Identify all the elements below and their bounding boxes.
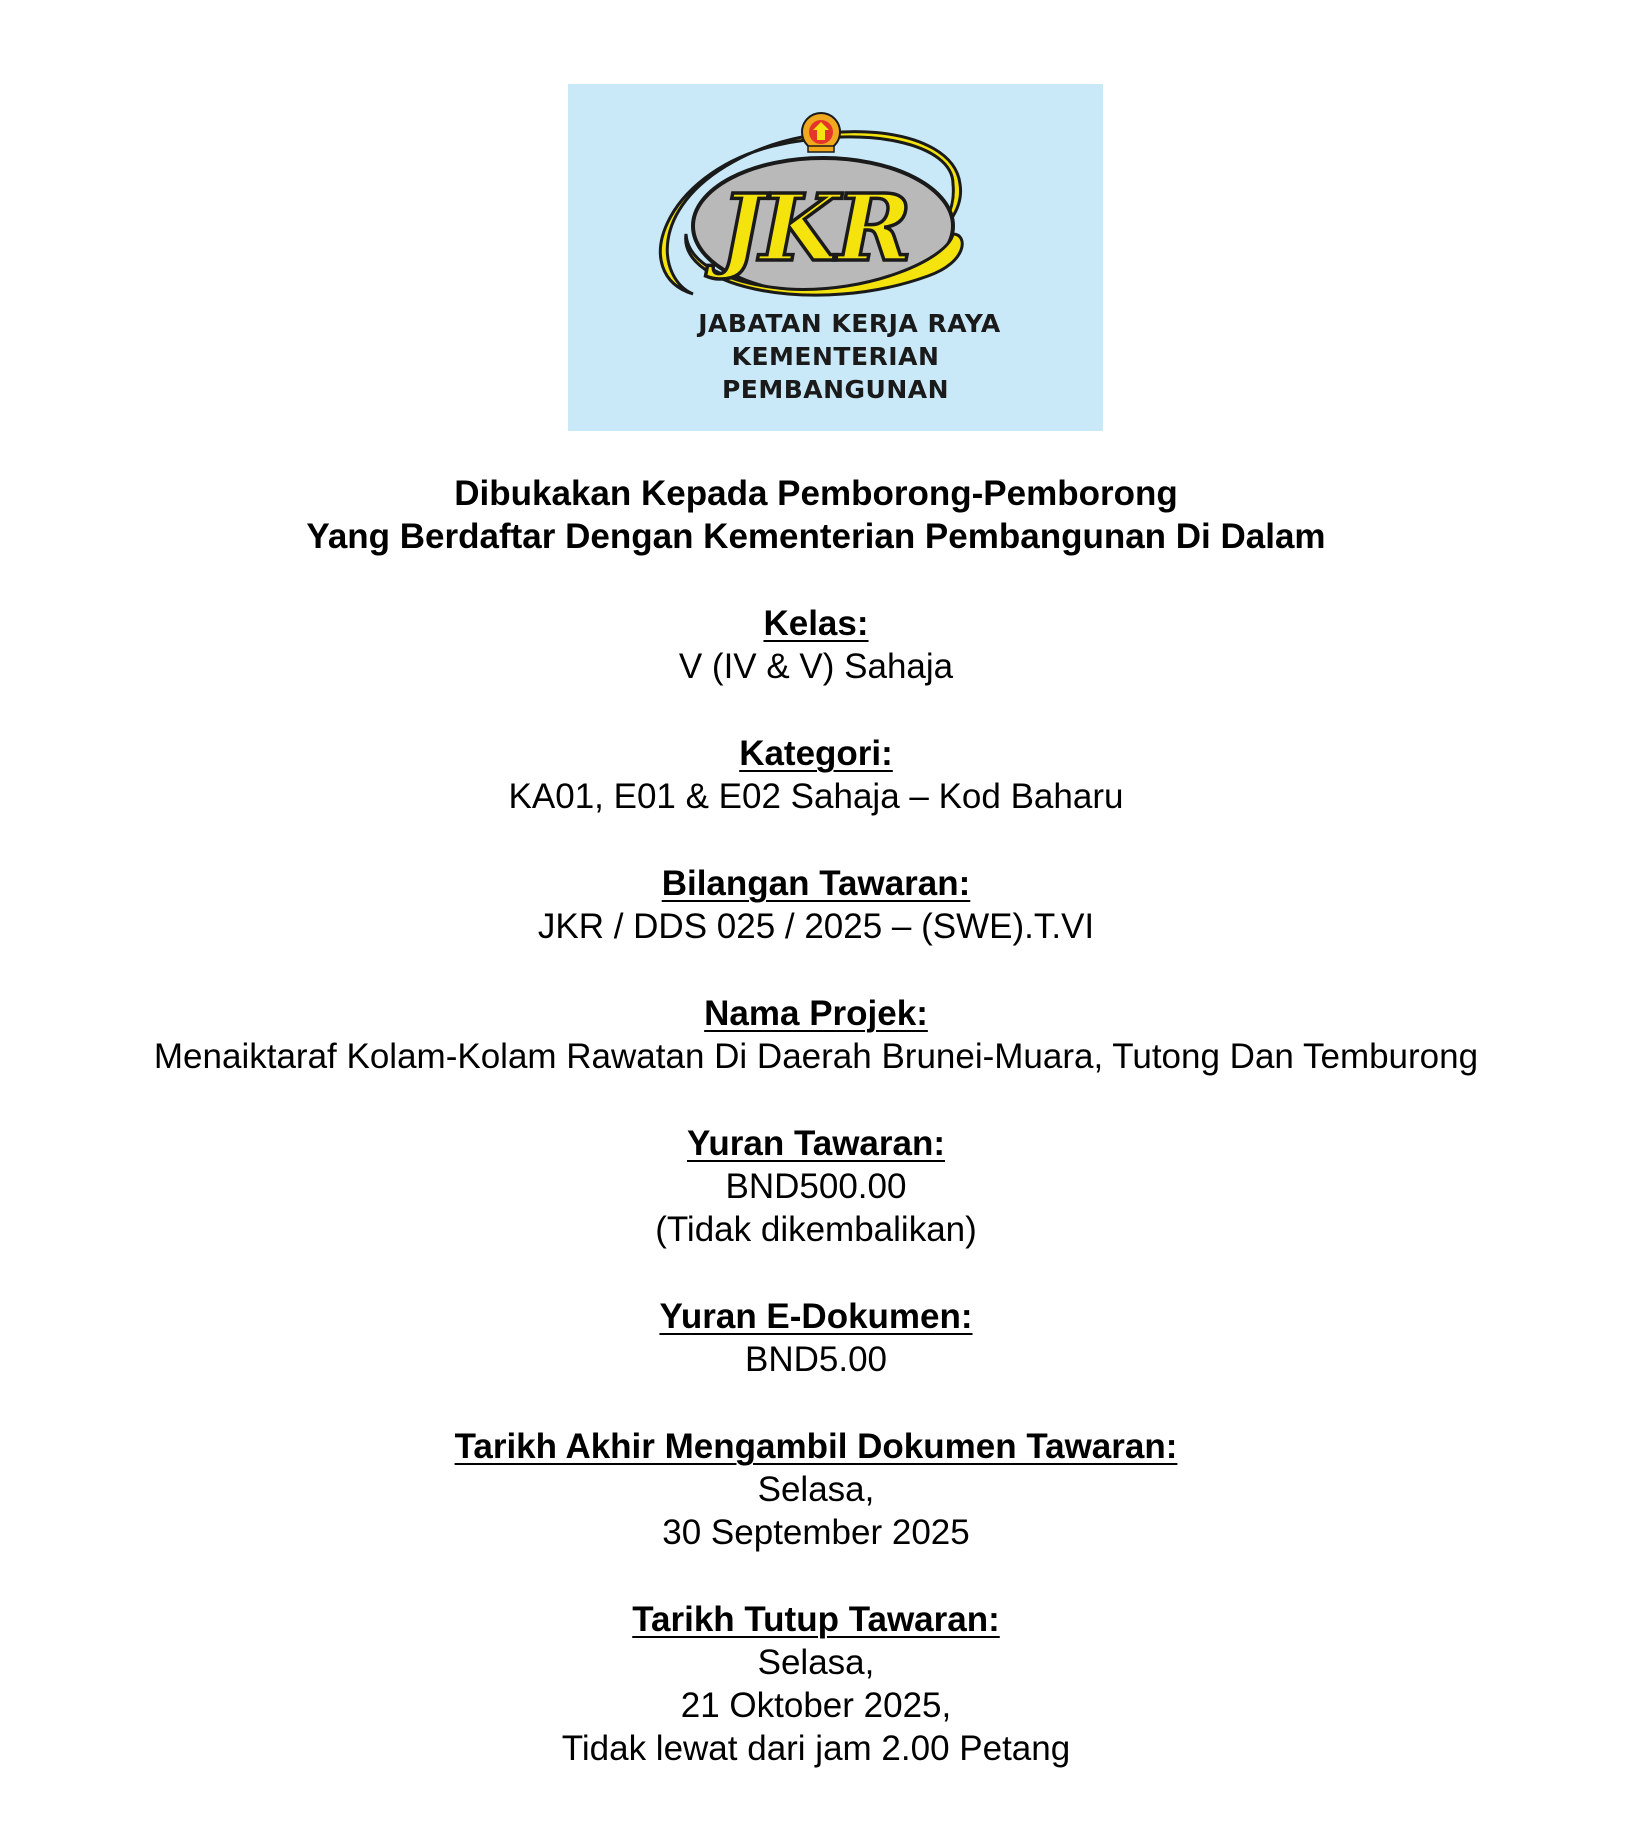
- section-kategori: [0, 732, 1632, 818]
- tarikh-tutup-day: Selasa,: [757, 1643, 875, 1682]
- tarikh-tutup-time: Tidak lewat dari jam 2.00 Petang: [561, 1729, 1071, 1768]
- section-kelas: [0, 602, 1632, 688]
- intro-line-1: Dibukakan Kepada Pemborong-Pemborong: [454, 474, 1178, 513]
- tarikh-akhir-day: Selasa,: [757, 1470, 875, 1509]
- section-yuran-edokumen: [0, 1295, 1632, 1381]
- bilangan-value: JKR / DDS 025 / 2025 – (SWE).T.VI: [537, 907, 1095, 946]
- tender-notice: [0, 472, 1632, 1770]
- org-line-3: PEMBANGUNAN: [721, 375, 950, 404]
- section-tarikh-akhir: [0, 1425, 1632, 1554]
- tarikh-akhir-date: 30 September 2025: [662, 1513, 970, 1552]
- jkr-emblem-graphic: [568, 84, 1103, 314]
- yuran-edokumen-heading: Yuran E-Dokumen:: [659, 1297, 973, 1336]
- yuran-tawaran-heading: Yuran Tawaran:: [686, 1124, 946, 1163]
- yuran-tawaran-note: (Tidak dikembalikan): [655, 1210, 977, 1249]
- yuran-edokumen-amount: BND5.00: [744, 1340, 888, 1379]
- kelas-value: V (IV & V) Sahaja: [678, 647, 954, 686]
- jkr-logo: [568, 84, 1103, 431]
- kelas-heading: Kelas:: [763, 604, 869, 643]
- tarikh-tutup-heading: Tarikh Tutup Tawaran:: [632, 1600, 1000, 1639]
- section-yuran-tawaran: [0, 1122, 1632, 1251]
- intro-block: [0, 472, 1632, 558]
- tarikh-akhir-heading: Tarikh Akhir Mengambil Dokumen Tawaran:: [454, 1427, 1178, 1466]
- section-nama-projek: [0, 992, 1632, 1078]
- projek-value: Menaiktaraf Kolam-Kolam Rawatan Di Daerah Brunei-Muara, Tutong Dan Temburong: [153, 1037, 1479, 1076]
- kategori-heading: Kategori:: [739, 734, 893, 773]
- crest-icon: [802, 113, 840, 152]
- org-line-2: KEMENTERIAN: [731, 342, 940, 371]
- section-tarikh-tutup: [0, 1598, 1632, 1770]
- org-line-1: JABATAN KERJA RAYA: [698, 309, 1001, 338]
- tarikh-tutup-date: 21 Oktober 2025,: [680, 1686, 952, 1725]
- intro-line-2: Yang Berdaftar Dengan Kementerian Pembangunan Di Dalam: [306, 517, 1326, 556]
- kategori-value: KA01, E01 & E02 Sahaja – Kod Baharu: [508, 777, 1124, 816]
- projek-heading: Nama Projek:: [704, 994, 928, 1033]
- section-bilangan-tawaran: [0, 862, 1632, 948]
- organisation-name: [568, 307, 1103, 406]
- jkr-monogram: JKR: [720, 174, 908, 282]
- bilangan-heading: Bilangan Tawaran:: [661, 864, 971, 903]
- yuran-tawaran-amount: BND500.00: [725, 1167, 907, 1206]
